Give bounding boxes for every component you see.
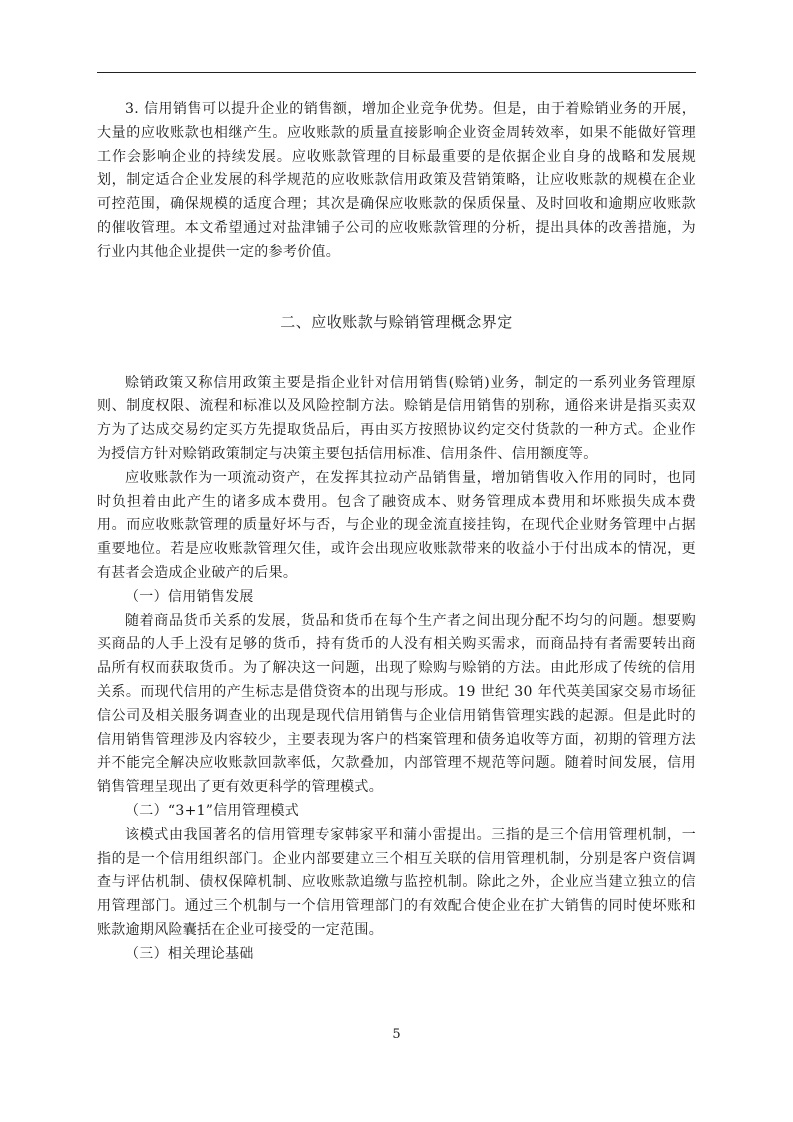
section-title: 二、应收账款与赊销管理概念界定 — [280, 312, 513, 331]
paragraph-3plus1-model: 该模式由我国著名的信用管理专家韩家平和蒲小雷提出。三指的是三个信用管理机制，一指的是一个信用组织部门。企业内部要建立三个相互关联的信用管理机制，分别是客户资信调查与评估机制、债权保障机制、应收账款追缴与监控机制。除此之外，企业应当建立独立的信用管理部门。通过三个机制与一个信用管理部门的有效配合使企业在扩大销售的同时使坏账和账款逾期风险囊括在企业可接受的一定范围。 — [97, 826, 696, 938]
subheading-3plus1-model: （二）“3+1”信用管理模式 — [125, 802, 300, 819]
paragraph-credit-policy: 赊销政策又称信用政策主要是指企业针对信用销售(赊销)业务，制定的一系列业务管理原则、制度权限、流程和标准以及风险控制方法。赊销是信用销售的别称，通俗来讲是指买卖双方为了达成交易约定买方先提取货品后，再由买方按照协议约定交付货款的一种方式。企业作为授信方针对赊销政策制定与决策主要包括信用标准、信用条件、信用额度等。 — [97, 374, 696, 462]
page-body — [97, 98, 696, 967]
subheading-related-theory: （三）相关理论基础 — [125, 945, 254, 962]
paragraph-credit-sales-benefits: 3. 信用销售可以提升企业的销售额，增加企业竞争优势。但是，由于着赊销业务的开展，大量的应收账款也相继产生。应收账款的质量直接影响企业资金周转效率，如果不能做好管理工作会影响企业的持续发展。应收账款管理的目标最重要的是依据企业自身的战略和发展规划，制定适合企业发展的科学规范的应收账款信用政策及营销策略，让应收账款的规模在企业可控范围，确保规模的适度合理；其次是确保应收账款的保质保量、及时回收和逾期应收账款的催收管理。本文希望通过对盐津铺子公司的应收账款管理的分析，提出具体的改善措施，为行业内其他企业提供一定的参考价值。 — [97, 101, 696, 260]
header-rule — [97, 72, 696, 73]
paragraph-credit-history: 随着商品货币关系的发展，货品和货币在每个生产者之间出现分配不均匀的问题。想要购买商品的人手上没有足够的货币，持有货币的人没有相关购买需求，而商品持有者需要转出商品所有权而获取货币。为了解决这一问题，出现了赊购与赊销的方法。由此形成了传统的信用关系。而现代信用的产生标志是借贷资本的出现与形成。19 世纪 30 年代英美国家交易市场征信公司及相关服务调查业的出现是现代信用销售与企业信用销售管理实践的起源。但是此时的信用销售管理涉及内容较少，主要表现为客户的档案管理和债务追收等方面，初期的管理方法并不能完全解决应收账款回款率低，欠款叠加，内部管理不规范等问题。随着时间发展，信用销售管理呈现出了更有效更科学的管理模式。 — [97, 612, 696, 796]
spacer — [97, 265, 696, 310]
page-number: 5 — [392, 1027, 401, 1042]
paragraph-receivables-asset: 应收账款作为一项流动资产，在发挥其拉动产品销售量，增加销售收入作用的同时，也同时负担着由此产生的诸多成本费用。包含了融资成本、财务管理成本费用和坏账损失成本费用。而应收账款管理的质量好坏与否，与企业的现金流直接挂钩，在现代企业财务管理中占据重要地位。若是应收账款管理欠佳，或许会出现应收账款带来的收益小于付出成本的情况，更有甚者会造成企业破产的后果。 — [97, 469, 696, 581]
subheading-credit-sales-development: （一）信用销售发展 — [125, 588, 254, 605]
spacer — [97, 334, 696, 372]
